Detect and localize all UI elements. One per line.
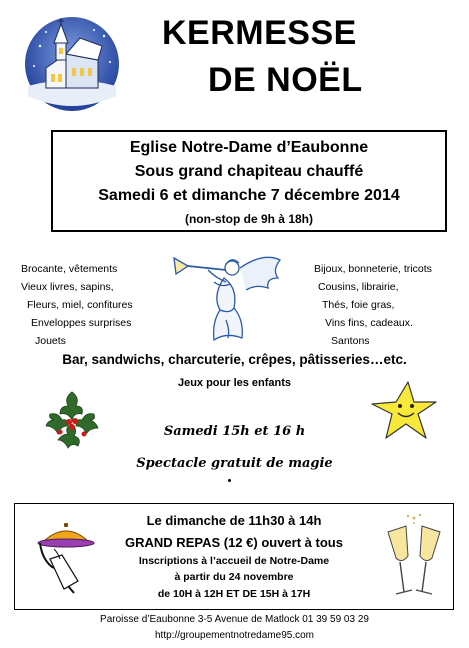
stall-left-item: Jouets (35, 335, 66, 347)
meal-time-text: Le dimanche de 11h30 à 14h (146, 513, 322, 528)
meal-registration-text: Inscriptions à l’accueil de Notre-Dame (138, 555, 330, 567)
meal-registration-start: à partir du 24 novembre (174, 571, 294, 583)
dates-text: Samedi 6 et dimanche 7 décembre 2014 (98, 187, 400, 204)
page-title-line2: DE NOËL (208, 61, 363, 99)
meal-title-text: GRAND REPAS (12 €) ouvert à tous (125, 535, 343, 550)
angel-icon (168, 248, 286, 346)
stall-right-item: Thés, foie gras, (322, 299, 395, 311)
stall-left-item: Fleurs, miel, confitures (27, 299, 133, 311)
stall-right-item: Vins fins, cadeaux. (325, 317, 413, 329)
hours-text: (non-stop de 9h à 18h) (184, 212, 313, 226)
stall-left-item: Enveloppes surprises (31, 317, 132, 329)
website-link[interactable]: http://groupementnotredame95.com (155, 630, 314, 641)
tent-text: Sous grand chapiteau chauffé (134, 163, 364, 180)
magic-show-time: Samedi 15h et 16 h (163, 424, 306, 439)
waiter-icon (34, 519, 98, 595)
church-icon (24, 16, 120, 112)
food-offer-text: Bar, sandwichs, charcuterie, crêpes, pâtisseries…etc. (62, 352, 407, 367)
parish-address: Paroisse d’Eaubonne 3-5 Avenue de Matlock 01 39 59 03 29 (100, 614, 369, 625)
stall-right-item: Santons (331, 335, 370, 347)
venue-text: Eglise Notre-Dame d’Eaubonne (129, 139, 369, 156)
stall-right-item: Bijoux, bonneterie, tricots (314, 263, 432, 275)
magic-show-title: Spectacle gratuit de magie (136, 456, 333, 471)
kids-games-text: Jeux pour les enfants (177, 377, 292, 389)
page-title-line1: KERMESSE (162, 14, 357, 52)
dot-mark (228, 479, 231, 482)
stall-right-item: Cousins, librairie, (318, 281, 399, 293)
stall-left-item: Brocante, vêtements (21, 263, 118, 275)
holly-icon (38, 384, 106, 452)
event-info-box (51, 130, 447, 232)
champagne-icon (378, 512, 450, 602)
meal-registration-hours: de 10H à 12H ET DE 15H à 17H (157, 588, 311, 600)
stall-left-item: Vieux livres, sapins, (21, 281, 114, 293)
